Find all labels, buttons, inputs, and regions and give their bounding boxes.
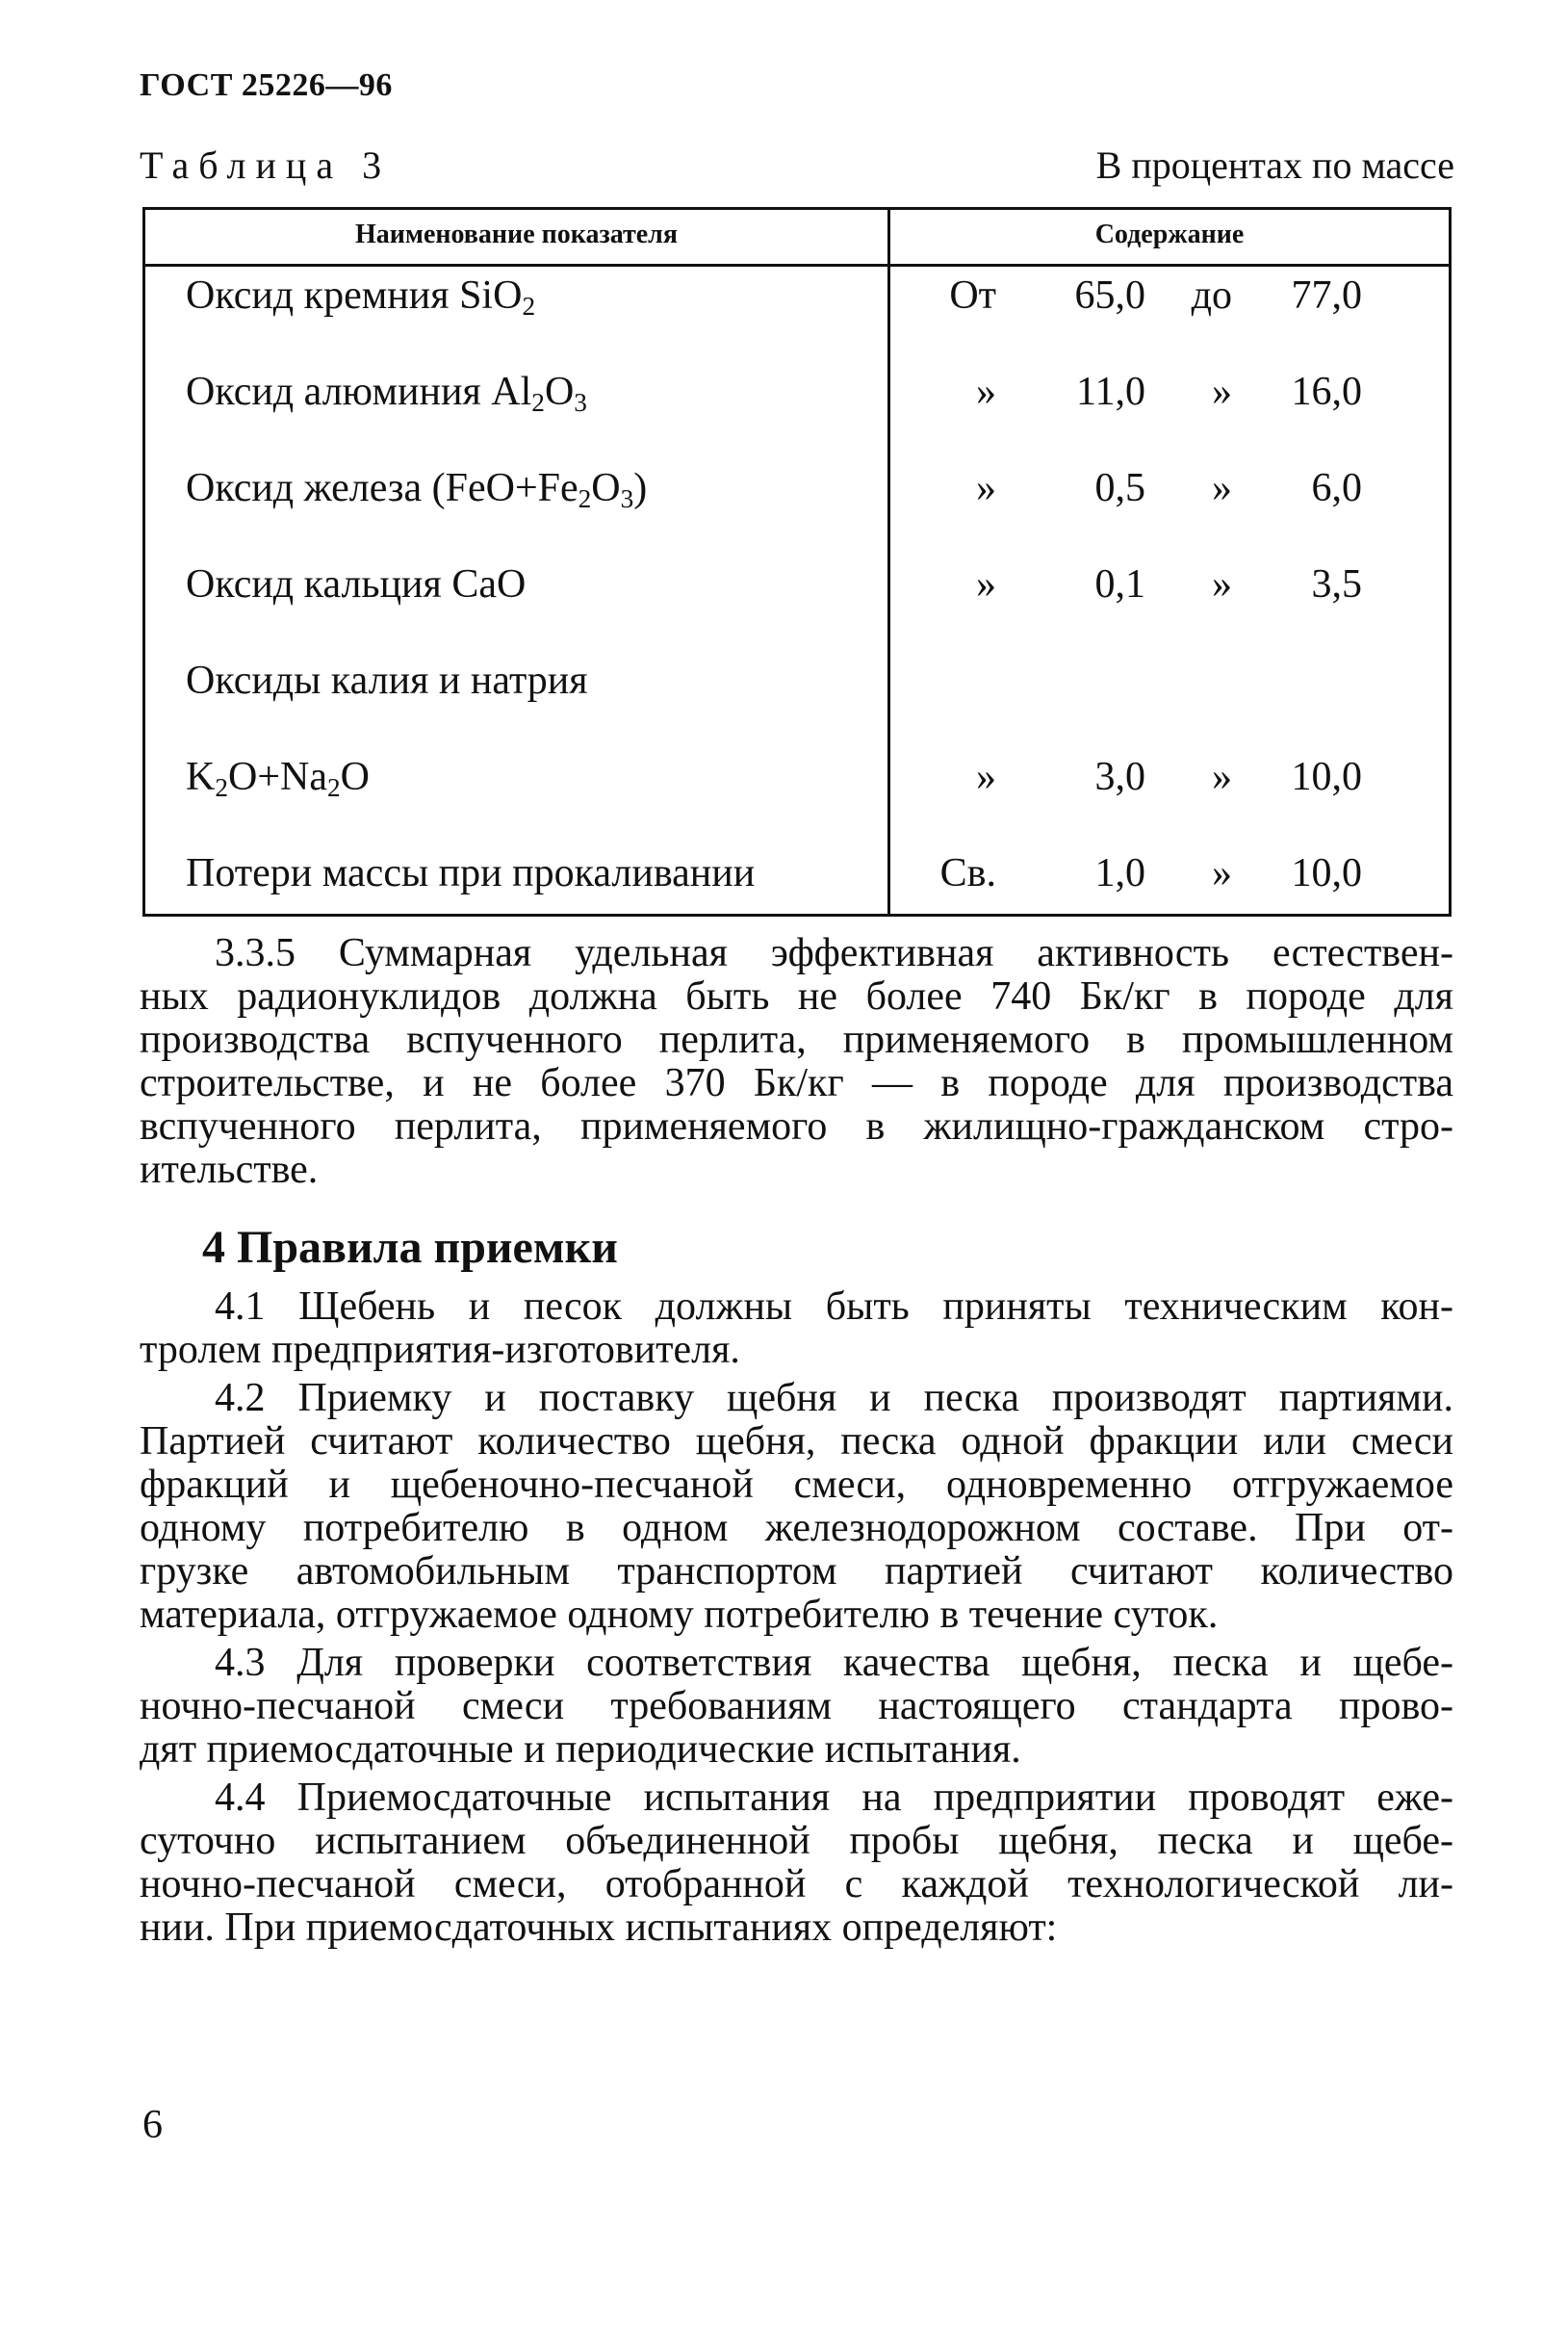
range-separator: »: [1212, 562, 1232, 607]
text-line: грузке автомобильным транспортом партией считают количество: [140, 1549, 1453, 1594]
text-line: ных радионуклидов должна быть не более 740 Бк/кг в породе для: [140, 974, 1453, 1019]
row-name-part: Оксиды калия и натрия: [186, 659, 588, 703]
range-separator: »: [1212, 466, 1232, 510]
paragraph-3-3-5: [140, 932, 1453, 1192]
standard-id: ГОСТ 25226—96: [140, 67, 393, 103]
row-name-part: Потери массы при прокаливании: [186, 851, 756, 895]
text-line: суточно испытанием объединенной пробы щебня, песка и щебе-: [140, 1819, 1453, 1863]
paragraph-4-2: [140, 1377, 1453, 1637]
text-line: ительстве.: [140, 1148, 319, 1192]
subscript: 2: [327, 772, 341, 802]
text-line: 4.4 Приемосдаточные испытания на предприятии проводят еже-: [215, 1776, 1453, 1820]
range-max: 3,5: [1311, 562, 1362, 607]
row-name: [186, 272, 535, 322]
section-heading: 4 Правила приемки: [202, 1222, 618, 1273]
range-max: 6,0: [1311, 466, 1362, 510]
table-unit: В процентах по массе: [1095, 143, 1454, 187]
text-line: 4.2 Приемку и поставку щебня и песка производят партиями.: [215, 1376, 1453, 1420]
table-row: [145, 272, 1449, 369]
range-max: 16,0: [1291, 370, 1362, 414]
range-min: 1,0: [1094, 851, 1145, 895]
row-name-part: ): [633, 466, 648, 510]
range-min: 3,0: [1094, 755, 1145, 799]
row-name: [186, 658, 588, 704]
text-line: ночно-песчаной смеси требованиям настоящего стандарта прово-: [140, 1684, 1453, 1728]
text-line: 3.3.5 Суммарная удельная эффективная активность естествен-: [215, 931, 1453, 975]
table-title: Таблица 3: [140, 143, 392, 187]
row-name: [186, 754, 370, 803]
table-row: [145, 561, 1449, 658]
subscript: 2: [578, 483, 592, 513]
paragraph-4-3: [140, 1642, 1453, 1772]
text-line: материала, отгружаемое одному потребителю в течение суток.: [140, 1593, 1219, 1637]
range-min: 0,1: [1094, 562, 1145, 607]
row-name-part: Оксид алюминия Al: [186, 370, 532, 414]
range-separator: до: [1191, 273, 1232, 318]
row-name-part: Оксид железа (FeO+Fe: [186, 466, 578, 510]
range-separator: »: [1212, 755, 1232, 799]
text-line: производства вспученного перлита, применяемого в промышленном: [140, 1018, 1453, 1062]
text-line: нии. При приемосдаточных испытаниях определяют:: [140, 1905, 1058, 1950]
row-name: [186, 850, 755, 896]
subscript: 2: [522, 291, 536, 321]
range-max: 10,0: [1291, 851, 1362, 895]
row-name-part: Оксид кремния SiO: [186, 273, 523, 318]
paragraph-4-1: [140, 1285, 1453, 1372]
subscript: 2: [215, 772, 228, 802]
range-min: 65,0: [1074, 273, 1145, 318]
text-line: Партией считают количество щебня, песка одной фракции или смеси: [140, 1419, 1453, 1464]
text-line: ночно-песчаной смеси, отобранной с каждой технологической ли-: [140, 1862, 1453, 1906]
paragraph-4-4: [140, 1776, 1453, 1950]
text-line: 4.1 Щебень и песок должны быть приняты техническим кон-: [215, 1284, 1453, 1329]
table-row: [145, 754, 1449, 850]
text-line: строительстве, и не более 370 Бк/кг — в породе для производства: [140, 1061, 1453, 1105]
range-prefix: »: [976, 466, 996, 510]
text-line: 4.3 Для проверки соответствия качества щебня, песка и щебе-: [215, 1641, 1453, 1685]
table-row: [145, 658, 1449, 754]
row-name: [186, 369, 587, 418]
text-line: одному потребителю в одном железнодорожном составе. При от-: [140, 1506, 1453, 1550]
row-name-part: K: [186, 755, 216, 799]
text-line: тролем предприятия-изготовителя.: [140, 1328, 740, 1372]
column-header-name: Наименование показателя: [354, 220, 679, 249]
range-max: 10,0: [1291, 755, 1362, 799]
row-name: [186, 561, 526, 608]
range-prefix: »: [976, 370, 996, 414]
composition-table: [142, 207, 1452, 917]
table-row: [145, 465, 1449, 561]
subscript: 2: [531, 387, 545, 417]
row-name-part: Оксид кальция CaO: [186, 562, 527, 607]
range-max: 77,0: [1291, 273, 1362, 318]
subscript: 3: [574, 387, 587, 417]
range-min: 0,5: [1094, 466, 1145, 510]
range-separator: »: [1212, 370, 1232, 414]
row-name: [186, 465, 647, 514]
row-name-part: O+Na: [228, 755, 327, 799]
range-min: 11,0: [1076, 370, 1145, 414]
page-number: 6: [142, 2103, 163, 2147]
range-prefix: Св.: [939, 851, 996, 895]
row-name-part: O: [591, 466, 621, 510]
row-name-part: O: [340, 755, 370, 799]
range-prefix: »: [976, 562, 996, 607]
column-header-content: Содержание: [1094, 220, 1245, 249]
table-header-divider: [145, 264, 1449, 267]
range-separator: »: [1212, 851, 1232, 895]
subscript: 3: [620, 483, 634, 513]
text-line: дят приемосдаточные и периодические испытания.: [140, 1727, 1021, 1772]
range-prefix: »: [976, 755, 996, 799]
table-row: [145, 369, 1449, 465]
text-line: фракций и щебеночно-песчаной смеси, одновременно отгружаемое: [140, 1463, 1453, 1507]
row-name-part: O: [544, 370, 575, 414]
text-line: вспученного перлита, применяемого в жилищно-гражданском стро-: [140, 1104, 1453, 1149]
range-prefix: От: [949, 273, 996, 318]
